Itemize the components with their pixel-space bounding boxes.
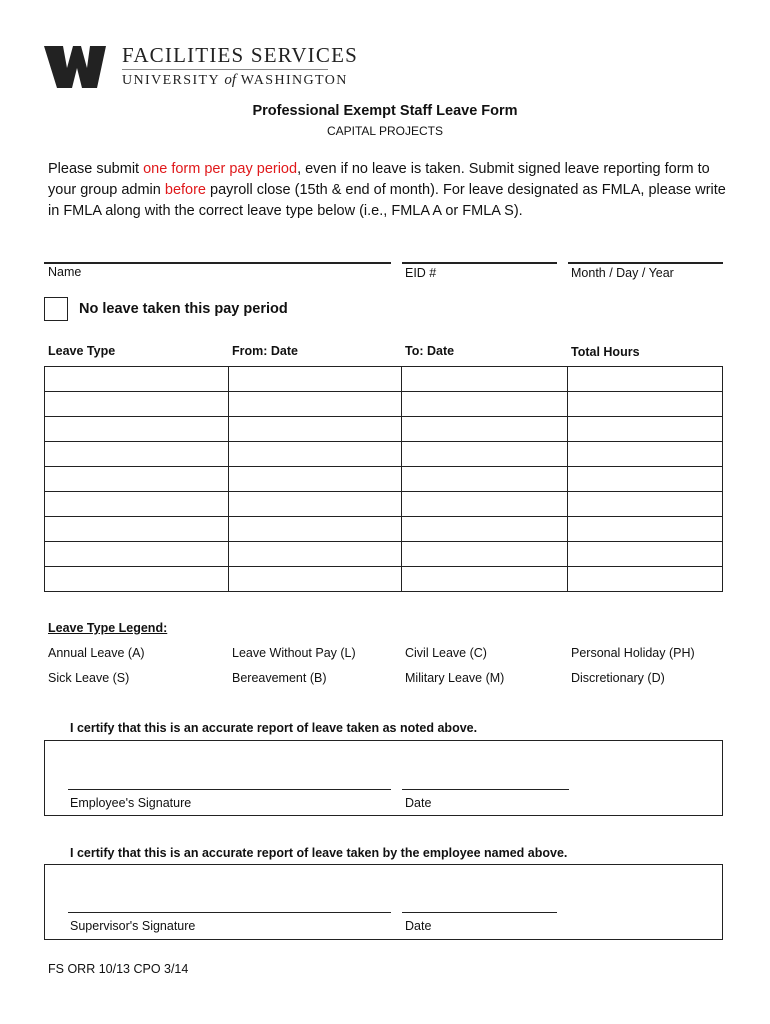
total-hours-cell[interactable] — [568, 567, 723, 592]
leave-type-cell[interactable] — [45, 367, 229, 392]
no-leave-label: No leave taken this pay period — [79, 301, 288, 317]
employee-signature-line[interactable] — [68, 789, 391, 790]
col-leave-type: Leave Type — [48, 344, 116, 358]
total-hours-cell[interactable] — [568, 542, 723, 567]
leave-type-cell[interactable] — [45, 417, 229, 442]
supervisor-date-label: Date — [405, 919, 432, 933]
col-total-hours: Total Hours — [571, 345, 640, 359]
table-row — [45, 492, 723, 517]
from-date-cell[interactable] — [229, 542, 402, 567]
col-to-date: To: Date — [405, 344, 455, 358]
eid-label: EID # — [405, 266, 437, 280]
legend-lwop: Leave Without Pay (L) — [232, 646, 356, 660]
to-date-cell[interactable] — [402, 467, 568, 492]
leave-type-cell[interactable] — [45, 567, 229, 592]
org-divider — [122, 69, 328, 70]
to-date-cell[interactable] — [402, 492, 568, 517]
to-date-cell[interactable] — [402, 392, 568, 417]
supervisor-date-line[interactable] — [402, 912, 557, 913]
table-row — [45, 442, 723, 467]
total-hours-cell[interactable] — [568, 367, 723, 392]
legend-sick: Sick Leave (S) — [48, 671, 130, 685]
table-row — [45, 517, 723, 542]
leave-type-cell[interactable] — [45, 517, 229, 542]
legend-military: Military Leave (M) — [405, 671, 505, 685]
to-date-cell[interactable] — [402, 417, 568, 442]
legend-title: Leave Type Legend: — [48, 621, 168, 635]
no-leave-checkbox[interactable] — [44, 297, 68, 321]
to-date-cell[interactable] — [402, 442, 568, 467]
legend-personal-holiday: Personal Holiday (PH) — [571, 646, 695, 660]
employee-cert-statement: I certify that this is an accurate report of leave taken as noted above. — [70, 721, 478, 735]
table-row — [45, 467, 723, 492]
form-code: FS ORR 10/13 CPO 3/14 — [48, 962, 189, 976]
university-name: UNIVERSITY of WASHINGTON — [122, 72, 348, 88]
total-hours-cell[interactable] — [568, 392, 723, 417]
from-date-cell[interactable] — [229, 392, 402, 417]
total-hours-cell[interactable] — [568, 467, 723, 492]
date-field[interactable] — [568, 262, 723, 264]
employee-signature-label: Employee's Signature — [70, 796, 192, 810]
form-title: Professional Exempt Staff Leave Form — [252, 103, 518, 119]
from-date-cell[interactable] — [229, 367, 402, 392]
table-row — [45, 367, 723, 392]
table-row — [45, 567, 723, 592]
col-from-date: From: Date — [232, 344, 298, 358]
total-hours-cell[interactable] — [568, 517, 723, 542]
form-subtitle: CAPITAL PROJECTS — [326, 124, 444, 138]
total-hours-cell[interactable] — [568, 417, 723, 442]
from-date-cell[interactable] — [229, 492, 402, 517]
legend-annual: Annual Leave (A) — [48, 646, 145, 660]
to-date-cell[interactable] — [402, 517, 568, 542]
to-date-cell[interactable] — [402, 367, 568, 392]
leave-type-cell[interactable] — [45, 542, 229, 567]
employee-date-label: Date — [405, 796, 432, 810]
total-hours-cell[interactable] — [568, 442, 723, 467]
supervisor-signature-line[interactable] — [68, 912, 391, 913]
from-date-cell[interactable] — [229, 417, 402, 442]
table-row — [45, 542, 723, 567]
table-row — [45, 417, 723, 442]
leave-type-cell[interactable] — [45, 442, 229, 467]
employee-date-line[interactable] — [402, 789, 569, 790]
org-name: FACILITIES SERVICES — [122, 43, 358, 67]
from-date-cell[interactable] — [229, 442, 402, 467]
supervisor-signature-label: Supervisor's Signature — [70, 919, 196, 933]
supervisor-cert-statement: I certify that this is an accurate report of leave taken by the employee named above. — [70, 846, 568, 860]
leave-type-cell[interactable] — [45, 392, 229, 417]
legend-bereavement: Bereavement (B) — [232, 671, 327, 685]
legend-civil: Civil Leave (C) — [405, 646, 487, 660]
name-field[interactable] — [44, 262, 391, 264]
leave-type-cell[interactable] — [45, 467, 229, 492]
legend-discretionary: Discretionary (D) — [571, 671, 665, 685]
from-date-cell[interactable] — [229, 567, 402, 592]
total-hours-cell[interactable] — [568, 492, 723, 517]
table-row — [45, 392, 723, 417]
date-label: Month / Day / Year — [571, 266, 674, 280]
instructions: Please submit one form per pay period, even if no leave is taken. Submit signed leave reporting form to your group admin before payroll close (15th & end of month). For leave designated as FMLA, please write in FMLA along with the correct leave type below (i.e., FMLA A or FMLA S). — [48, 161, 726, 219]
from-date-cell[interactable] — [229, 467, 402, 492]
leave-table — [44, 366, 723, 592]
to-date-cell[interactable] — [402, 542, 568, 567]
leave-type-cell[interactable] — [45, 492, 229, 517]
to-date-cell[interactable] — [402, 567, 568, 592]
uw-w-logo — [44, 46, 106, 88]
name-label: Name — [48, 265, 82, 279]
from-date-cell[interactable] — [229, 517, 402, 542]
eid-field[interactable] — [402, 262, 557, 264]
